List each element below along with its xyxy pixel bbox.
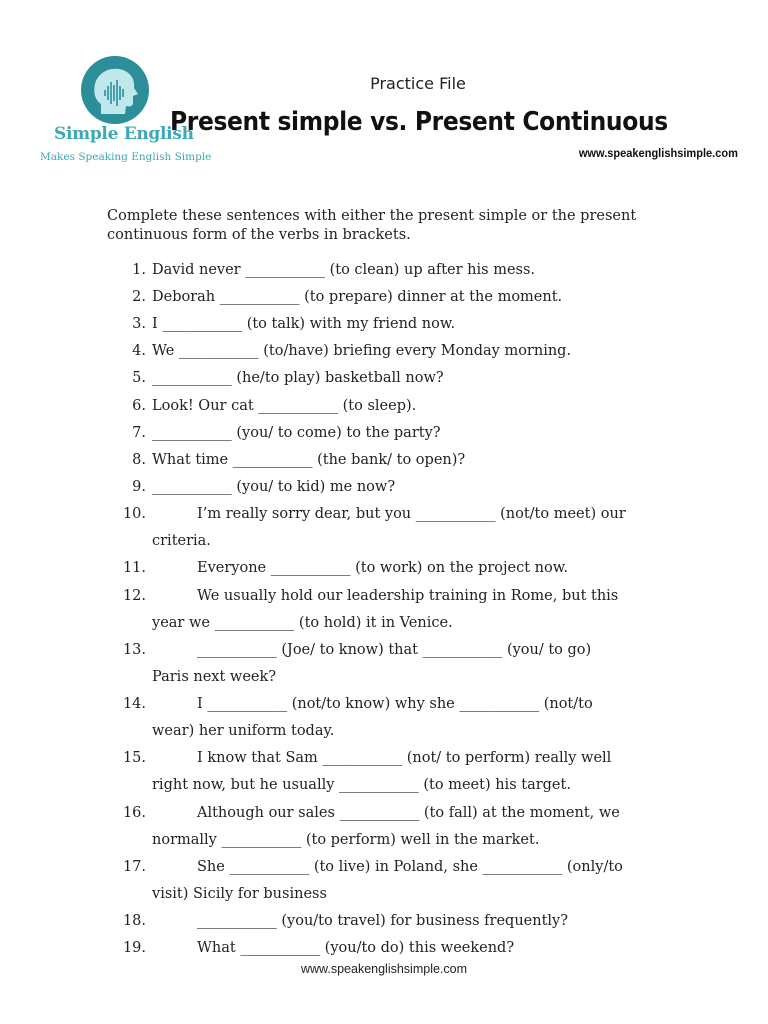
website-link[interactable]: www.speakenglishsimple.com bbox=[578, 146, 738, 160]
item-text: Although our sales ___________ (to fall) at the moment, we bbox=[197, 805, 620, 821]
item-text: We usually hold our leadership training in Rome, but this bbox=[197, 588, 619, 604]
item-text: ___________ (Joe/ to know) that ___________ (you/ to go) bbox=[197, 642, 592, 658]
item-text: Look! Our cat ___________ (to sleep). bbox=[152, 398, 417, 414]
item-text: I know that Sam ___________ (not/ to perform) really well bbox=[197, 750, 612, 766]
item-text: David never ___________ (to clean) up after his mess. bbox=[152, 262, 536, 278]
item-text: ___________ (he/to play) basketball now? bbox=[152, 370, 444, 386]
item-text: criteria. bbox=[152, 533, 211, 549]
practice-label: Practice File bbox=[370, 74, 466, 93]
item-text: What time ___________ (the bank/ to open)? bbox=[152, 452, 466, 468]
logo-tagline: Makes Speaking English Simple bbox=[40, 151, 212, 163]
instructions: Complete these sentences with either the present simple or the present continuous form of the verbs in brackets. bbox=[107, 208, 637, 243]
item-number: 9. bbox=[132, 479, 146, 495]
item-text: What ___________ (you/to do) this weekend? bbox=[197, 940, 515, 956]
item-text: right now, but he usually ___________ (to meet) his target. bbox=[152, 777, 571, 793]
item-number: 3. bbox=[132, 316, 146, 332]
item-number: 14. bbox=[122, 696, 146, 712]
item-number: 12. bbox=[122, 588, 146, 604]
item-number: 2. bbox=[132, 289, 146, 305]
item-text: I ___________ (to talk) with my friend now. bbox=[152, 316, 456, 332]
item-number: 4. bbox=[132, 343, 146, 359]
item-text: She ___________ (to live) in Poland, she ___________ (only/to bbox=[197, 859, 623, 875]
item-number: 7. bbox=[132, 425, 146, 441]
item-text: Everyone ___________ (to work) on the project now. bbox=[197, 560, 569, 576]
item-number: 17. bbox=[122, 859, 146, 875]
item-text: We ___________ (to/have) briefing every Monday morning. bbox=[152, 343, 572, 359]
logo-name: Simple English bbox=[54, 124, 194, 144]
item-text: Deborah ___________ (to prepare) dinner at the moment. bbox=[152, 289, 563, 305]
item-text: year we ___________ (to hold) it in Venice. bbox=[152, 615, 453, 631]
item-text: Paris next week? bbox=[152, 669, 277, 685]
item-number: 19. bbox=[122, 940, 146, 956]
item-number: 16. bbox=[122, 805, 146, 821]
item-text: wear) her uniform today. bbox=[152, 723, 335, 739]
item-number: 15. bbox=[122, 750, 146, 766]
item-text: normally ___________ (to perform) well in the market. bbox=[152, 832, 540, 848]
item-text: ___________ (you/to travel) for business frequently? bbox=[197, 913, 569, 929]
item-text: I ___________ (not/to know) why she ___________ (not/to bbox=[197, 696, 593, 712]
item-text: ___________ (you/ to come) to the party? bbox=[152, 425, 441, 441]
item-number: 18. bbox=[122, 913, 146, 929]
item-number: 5. bbox=[132, 370, 146, 386]
item-text: ___________ (you/ to kid) me now? bbox=[152, 479, 396, 495]
item-text: I’m really sorry dear, but you ___________ (not/to meet) our bbox=[197, 506, 626, 522]
footer-website: www.speakenglishsimple.com bbox=[300, 962, 468, 976]
item-number: 10. bbox=[122, 506, 146, 522]
item-number: 11. bbox=[122, 560, 146, 576]
item-text: visit) Sicily for business bbox=[152, 886, 327, 902]
item-number: 6. bbox=[132, 398, 146, 414]
item-number: 8. bbox=[132, 452, 146, 468]
page-title: Present simple vs. Present Continuous bbox=[170, 107, 668, 137]
item-number: 13. bbox=[122, 642, 146, 658]
item-number: 1. bbox=[132, 262, 146, 278]
